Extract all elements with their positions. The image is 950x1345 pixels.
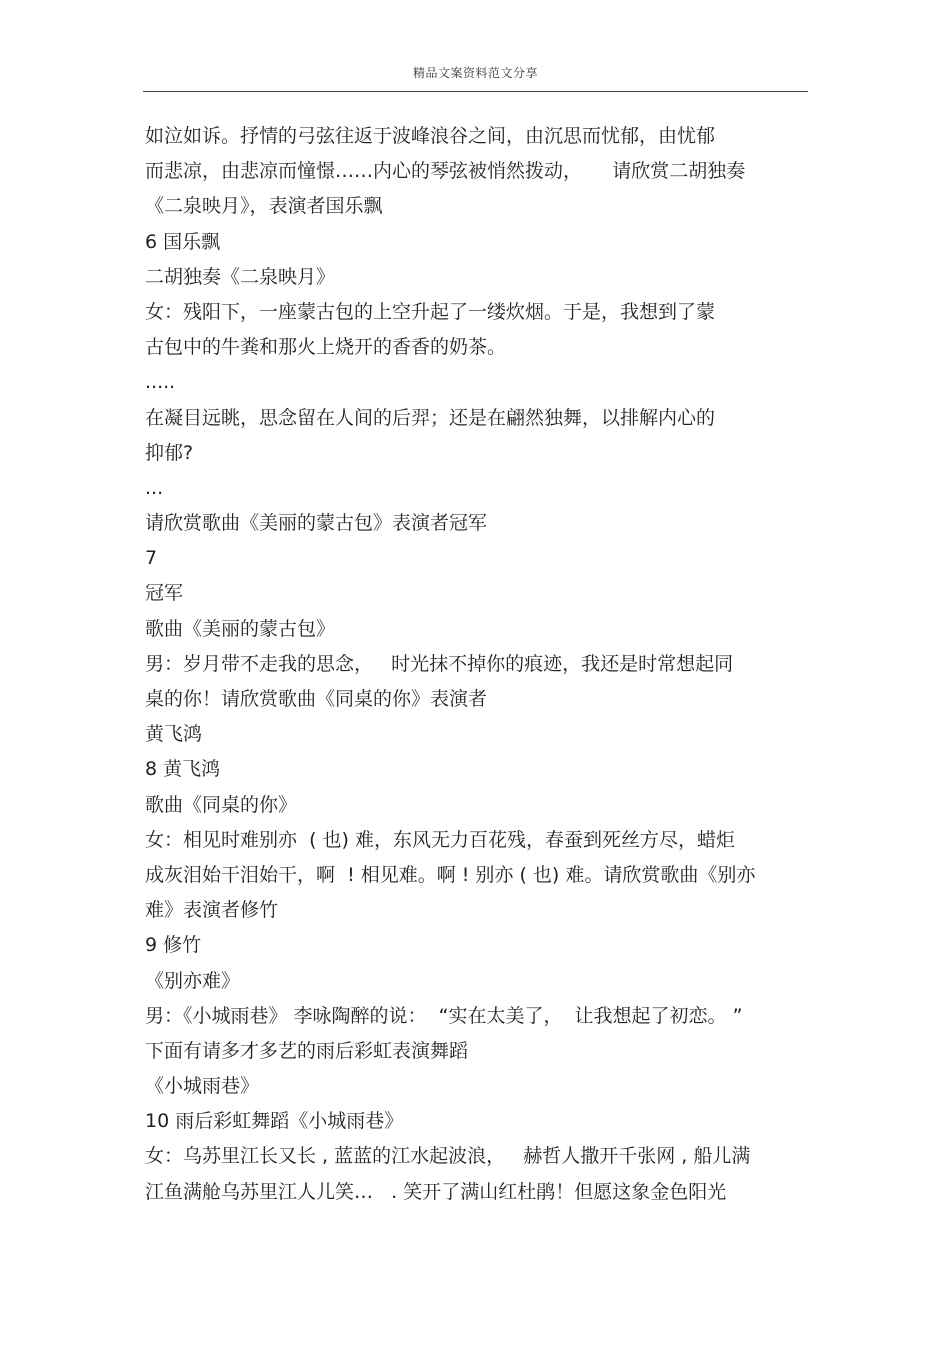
text-line: 古包中的牛粪和那火上烧开的香香的奶茶。: [145, 336, 507, 359]
text-line: 二胡独奏《二泉映月》: [145, 265, 336, 288]
page-header-title: 精品文案资料范文分享: [412, 66, 538, 80]
text-line: 成灰泪始干泪始干，啊 ! 相见难。啊 ! 别亦 ( 也) 难。请欣赏歌曲《别亦: [145, 863, 756, 886]
text-line: 8 黄飞鸿: [145, 758, 221, 781]
header-divider: [143, 91, 808, 92]
text-line: 在凝目远眺，思念留在人间的后羿；还是在翩然独舞，以排解内心的: [145, 406, 716, 429]
text-line: 难》表演者修竹: [145, 899, 279, 922]
text-line: 请欣赏歌曲《美丽的蒙古包》表演者冠军: [145, 512, 488, 535]
text-line: 抑郁?: [145, 441, 194, 464]
text-line: 《别亦难》: [145, 969, 241, 992]
text-line: 歌曲《同桌的你》: [145, 793, 298, 816]
text-line: 女：残阳下，一座蒙古包的上空升起了一缕炊烟。于是，我想到了蒙: [145, 300, 716, 323]
text-line: 女：乌苏里江长又长 , 蓝蓝的江水起波浪， 赫哲人撒开千张网 , 船儿满: [145, 1145, 751, 1168]
text-line: .....: [145, 371, 176, 394]
text-line: ...: [145, 476, 164, 499]
text-line: 7: [145, 547, 158, 570]
text-line: 而悲凉，由悲凉而憧憬……内心的琴弦被悄然拨动， 请欣赏二胡独奏: [145, 160, 746, 183]
text-line: 女：相见时难别亦 ( 也) 难，东风无力百花残，春蚕到死丝方尽，蜡炬: [145, 828, 735, 851]
text-line: 男：《小城雨巷》 李咏陶醉的说： “实在太美了， 让我想起了初恋。 ”: [145, 1004, 743, 1027]
text-line: 冠军: [145, 582, 184, 605]
text-line: 《二泉映月》，表演者国乐飘: [145, 195, 383, 218]
text-line: 歌曲《美丽的蒙古包》: [145, 617, 336, 640]
text-line: 如泣如诉。抒情的弓弦往返于波峰浪谷之间，由沉思而忧郁，由忧郁: [145, 125, 716, 147]
text-line: 9 修竹: [145, 934, 202, 957]
text-line: 10 雨后彩虹舞蹈《小城雨巷》: [145, 1110, 404, 1133]
text-line: 江鱼满舱乌苏里江人儿笑… . 笑开了满山红杜鹃！但愿这象金色阳光: [145, 1180, 727, 1203]
text-line: 下面有请多才多艺的雨后彩虹表演舞蹈: [145, 1039, 469, 1062]
text-line: 《小城雨巷》: [145, 1075, 260, 1098]
text-line: 桌的你！请欣赏歌曲《同桌的你》表演者: [145, 688, 488, 710]
text-line: 黄飞鸿: [145, 723, 203, 746]
text-line: 6 国乐飘: [145, 230, 221, 253]
text-line: 男：岁月带不走我的思念， 时光抹不掉你的痕迹，我还是时常想起同: [145, 652, 734, 675]
document-body: [145, 119, 815, 1210]
